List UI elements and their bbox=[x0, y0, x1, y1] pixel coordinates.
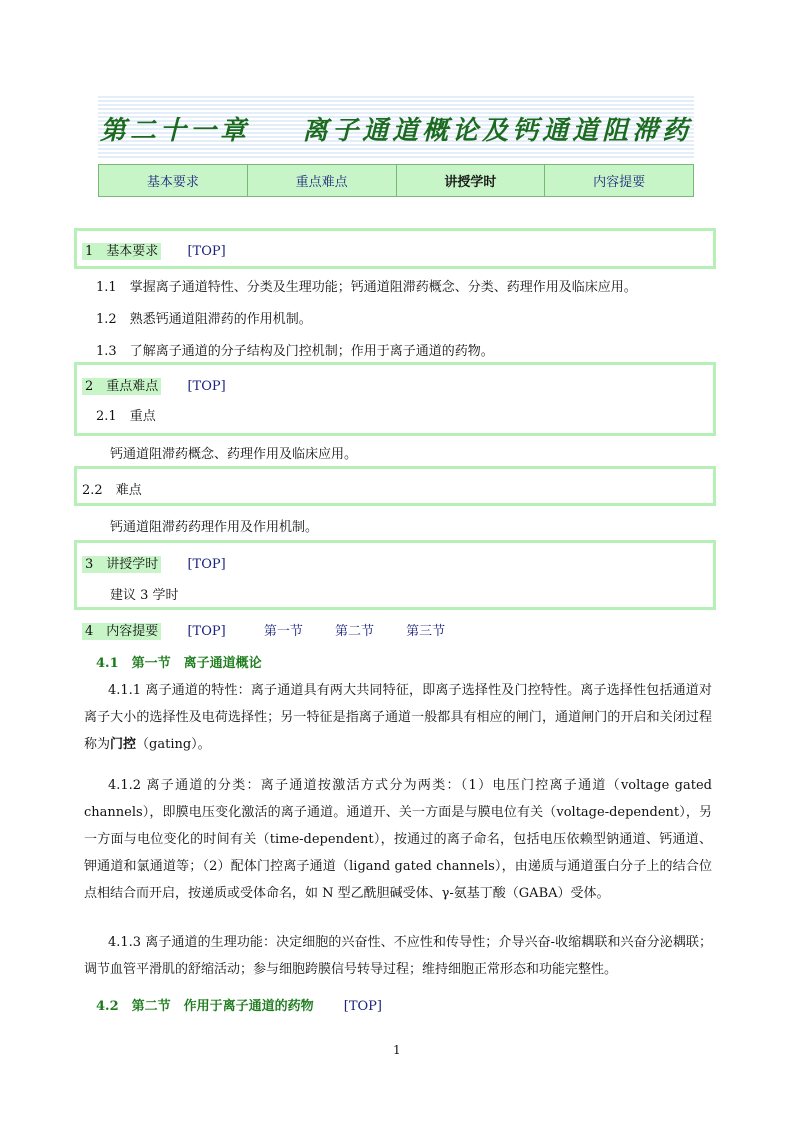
section-3-heading: 3 讲授学时 [TOP] bbox=[82, 553, 226, 572]
item-1-2: 1.2 熟悉钙通道阻滞药的作用机制。 bbox=[96, 312, 312, 327]
section-3-text: 建议 3 学时 bbox=[110, 588, 179, 603]
section-2-heading: 2 重点难点 [TOP] bbox=[82, 375, 226, 394]
link-section-1[interactable]: 第一节 bbox=[263, 624, 303, 639]
sub-2-1: 2.1 重点 bbox=[96, 409, 156, 424]
top-link[interactable]: [TOP] bbox=[187, 557, 226, 572]
section-nav bbox=[98, 164, 694, 197]
section-1-heading: 1 基本要求 [TOP] bbox=[82, 240, 226, 259]
nav-content-summary[interactable]: 内容提要 bbox=[545, 165, 693, 196]
section-2-2-box bbox=[74, 466, 716, 506]
sub-2-2-text: 钙通道阻滞药药理作用及作用机制。 bbox=[110, 520, 319, 535]
item-1-3: 1.3 了解离子通道的分子结构及门控机制；作用于离子通道的药物。 bbox=[96, 344, 494, 359]
sub-2-1-text: 钙通道阻滞药概念、药理作用及临床应用。 bbox=[110, 447, 358, 462]
sub-2-2: 2.2 难点 bbox=[82, 483, 142, 498]
top-link[interactable]: [TOP] bbox=[343, 999, 382, 1014]
paragraph-4-1-2: 4.1.2 离子通道的分类：离子通道按激活方式分为两类：（1）电压门控离子通道（voltage gated channels），即膜电压变化激活的离子通道。通道开、关一方面是与膜电位有关（voltage-dependent），另一方面与电位变化的时间有关（time-dependent），按通过的离子命名，包括电压依赖型钠通道、钙通道、钾通道和氯通道等；（2）配体门控离子通道（ligand gated channels），由递质与通道蛋白分子上的结合位点相结合而开启，按递质或受体命名，如 N 型乙酰胆碱受体、γ-氨基丁酸（GABA）受体。 bbox=[84, 778, 712, 901]
nav-key-points[interactable]: 重点难点 bbox=[248, 165, 397, 196]
section-4-heading: 4 内容提要 [TOP] 第一节 第二节 第三节 bbox=[82, 620, 445, 639]
page-number: 1 bbox=[393, 1043, 401, 1057]
nav-teaching-hours[interactable]: 讲授学时 bbox=[397, 165, 546, 196]
heading-4-2: 4.2 第二节 作用于离子通道的药物 [TOP] bbox=[96, 999, 382, 1014]
chapter-banner bbox=[98, 96, 694, 159]
item-1-1: 1.1 掌握离子通道特性、分类及生理功能；钙通道阻滞药概念、分类、药理作用及临床应用。 bbox=[96, 280, 637, 295]
link-section-2[interactable]: 第二节 bbox=[334, 624, 374, 639]
nav-basic-requirements[interactable]: 基本要求 bbox=[99, 165, 248, 196]
link-section-3[interactable]: 第三节 bbox=[406, 624, 446, 639]
heading-4-1: 4.1 第一节 离子通道概论 bbox=[96, 656, 262, 671]
paragraph-4-1-3: 4.1.3 离子通道的生理功能：决定细胞的兴奋性、不应性和传导性；介导兴奋-收缩耦联和兴奋分泌耦联；调节血管平滑肌的舒缩活动；参与细胞跨膜信号转导过程；维持细胞正常形态和功能完整性。 bbox=[84, 935, 712, 977]
top-link[interactable]: [TOP] bbox=[187, 379, 226, 394]
top-link[interactable]: [TOP] bbox=[187, 244, 226, 259]
section-2-box bbox=[74, 362, 716, 436]
chapter-title: 第二十一章 离子通道概论及钙通道阻滞药 bbox=[99, 116, 693, 146]
paragraph-4-1-1: 4.1.1 离子通道的特性：离子通道具有两大共同特征，即离子选择性及门控特性。离子选择性包括通道对离子大小的选择性及电荷选择性；另一特征是指离子通道一般都具有相应的闸门，通道闸门的开启和关闭过程称为门控（gating）。 bbox=[84, 683, 712, 752]
top-link[interactable]: [TOP] bbox=[187, 624, 226, 639]
